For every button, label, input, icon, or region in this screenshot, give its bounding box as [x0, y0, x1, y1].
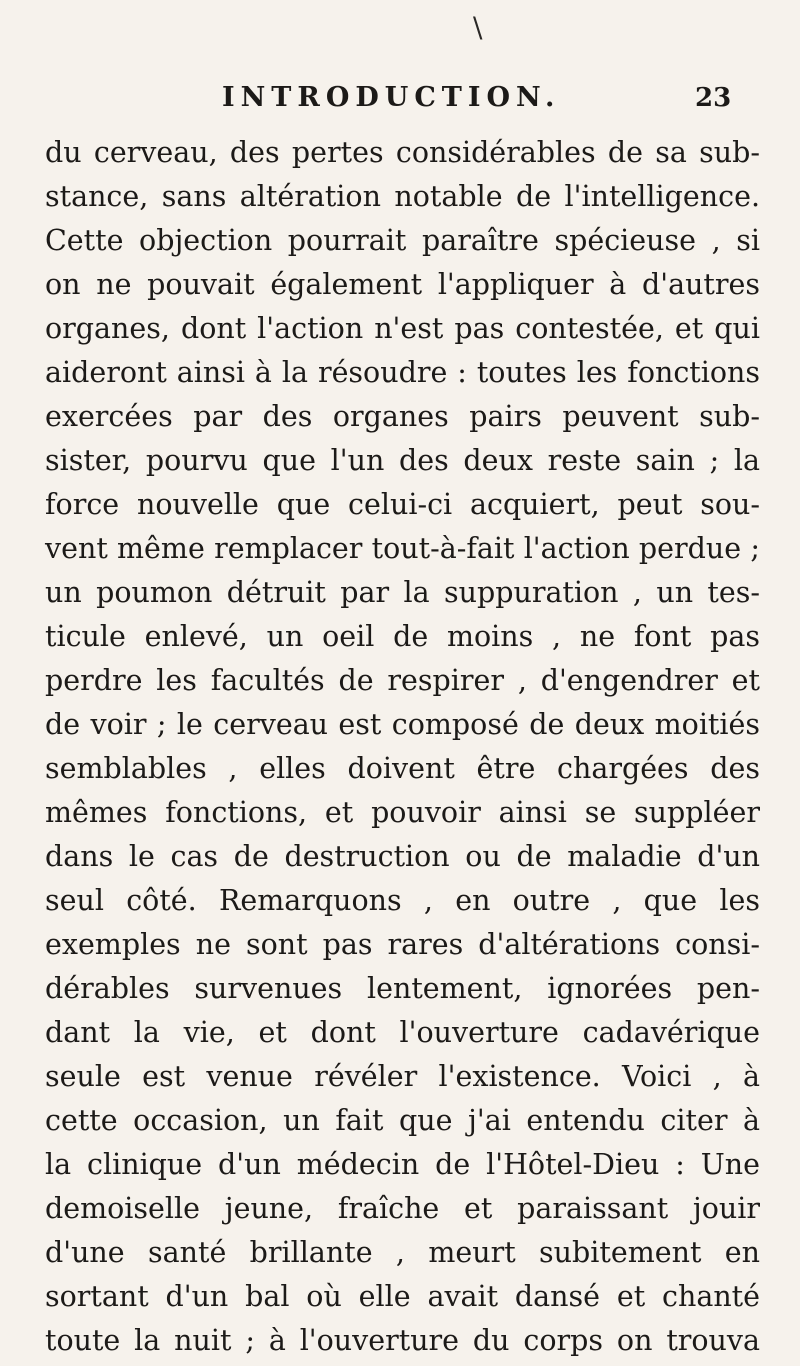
text-line: seule est venue révéler l'existence. Voici , à: [45, 1060, 760, 1093]
text-line: dérables survenues lentement, ignorées pen-: [45, 972, 760, 1005]
text-line: toute la nuit ; à l'ouverture du corps on trouva: [45, 1324, 760, 1357]
text-line: de voir ; le cerveau est composé de deux moitiés: [45, 708, 760, 741]
text-line: aideront ainsi à la résoudre : toutes les fonctions: [45, 356, 760, 389]
running-head: [0, 78, 800, 118]
text-line: sister, pourvu que l'un des deux reste sain ; la: [45, 444, 760, 477]
text-line: Cette objection pourrait paraître spécieuse , si: [45, 224, 760, 257]
text-line: du cerveau, des pertes considérables de sa sub-: [45, 136, 760, 169]
stray-mark: \: [473, 11, 483, 44]
text-line: force nouvelle que celui-ci acquiert, peut sou-: [45, 488, 760, 521]
text-line: mêmes fonctions, et pouvoir ainsi se suppléer: [45, 796, 760, 829]
body-text: [45, 131, 760, 1363]
running-title: INTRODUCTION.: [222, 82, 561, 113]
text-line: d'une santé brillante , meurt subitement en: [45, 1236, 760, 1269]
text-line: perdre les facultés de respirer , d'engendrer et: [45, 664, 760, 697]
text-line: stance, sans altération notable de l'intelligence.: [45, 180, 760, 213]
text-line: seul côté. Remarquons , en outre , que les: [45, 884, 760, 917]
text-line: vent même remplacer tout-à-fait l'action perdue ;: [45, 532, 760, 565]
text-line: semblables , elles doivent être chargées des: [45, 752, 760, 785]
text-line: un poumon détruit par la suppuration , un tes-: [45, 576, 760, 609]
text-line: dans le cas de destruction ou de maladie d'un: [45, 840, 760, 873]
text-line: ticule enlevé, un oeil de moins , ne font pas: [45, 620, 760, 653]
page-number: 23: [695, 83, 732, 113]
text-line: la clinique d'un médecin de l'Hôtel-Dieu : Une: [45, 1148, 760, 1181]
text-line: organes, dont l'action n'est pas contestée, et qui: [45, 312, 760, 345]
text-line: sortant d'un bal où elle avait dansé et chanté: [45, 1280, 760, 1313]
text-line: dant la vie, et dont l'ouverture cadavérique: [45, 1016, 760, 1049]
text-line: cette occasion, un fait que j'ai entendu citer à: [45, 1104, 760, 1137]
text-line: exemples ne sont pas rares d'altérations consi-: [45, 928, 760, 961]
text-line: on ne pouvait également l'appliquer à d'autres: [45, 268, 760, 301]
text-line: demoiselle jeune, fraîche et paraissant jouir: [45, 1192, 760, 1225]
text-line: exercées par des organes pairs peuvent sub-: [45, 400, 760, 433]
